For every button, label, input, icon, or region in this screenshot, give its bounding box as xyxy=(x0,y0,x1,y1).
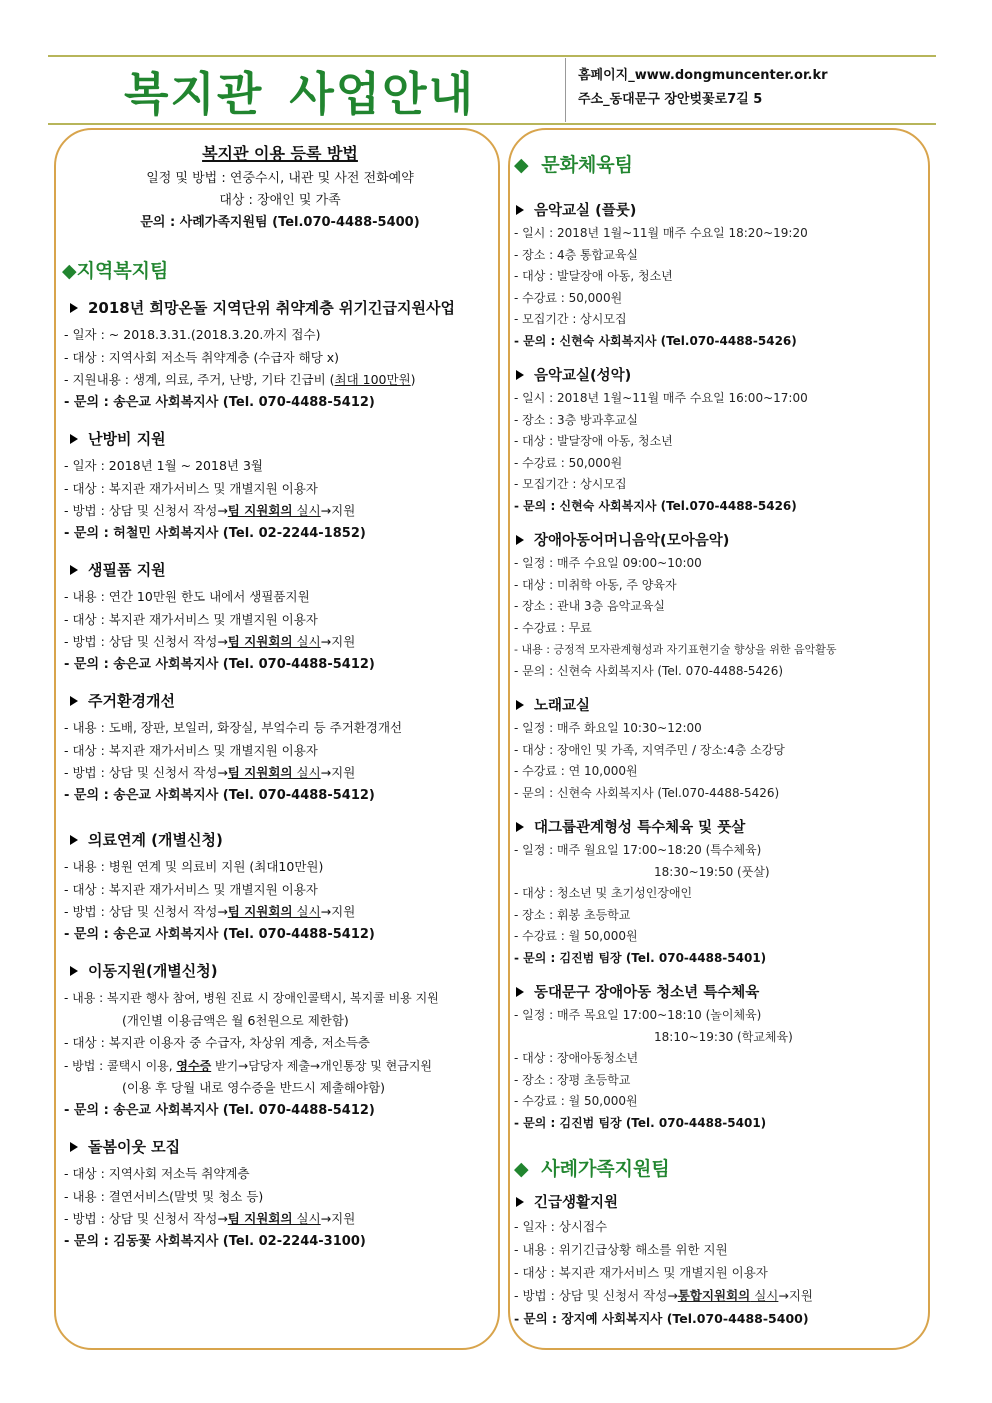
list-item: - 대상 : 복지관 재가서비스 및 개별지원 이용자 xyxy=(514,1265,768,1280)
section-heating-support xyxy=(62,428,498,545)
contact-item: - 문의 : 송은교 사회복지사 (Tel. 070-4488-5412) xyxy=(64,656,375,672)
right-column xyxy=(514,150,926,1342)
list-item: - 모집기간 : 상시모집 xyxy=(514,477,627,491)
contact-item: - 문의 : 신현숙 사회복지사 (Tel.070-4488-5426) xyxy=(514,333,797,348)
section-title: 장애아동어머니음악(모아음악) xyxy=(534,533,730,549)
section-singing-class xyxy=(514,694,926,804)
triangle-bullet-icon xyxy=(70,434,78,444)
list-item-continuation: 18:30~19:50 (풋살) xyxy=(654,864,770,879)
list-item: - 장소 : 휘봉 초등학교 xyxy=(514,907,631,922)
list-item: - 수강료 : 월 50,000원 xyxy=(514,929,638,943)
culture-team-heading: ◆ 문화체육팀 xyxy=(514,154,634,176)
triangle-bullet-icon xyxy=(516,205,524,215)
triangle-bullet-icon xyxy=(516,700,524,710)
list-item: - 대상 : 복지관 재가서비스 및 개별지원 이용자 xyxy=(64,881,318,897)
list-item: - 내용 : 결연서비스(말벗 및 청소 등) xyxy=(64,1188,264,1204)
contact-item: - 문의 : 송은교 사회복지사 (Tel. 070-4488-5412) xyxy=(64,787,375,803)
page-title: 복지관 사업안내 xyxy=(124,67,476,121)
list-item: - 수강료 : 월 50,000원 xyxy=(514,1094,638,1108)
triangle-bullet-icon xyxy=(516,987,524,997)
section-music-flute xyxy=(514,199,926,352)
community-team-heading: ◆지역복지팀 xyxy=(62,260,169,282)
section-medical-link xyxy=(62,829,498,946)
registration-target: 대상 : 장애인 및 가족 xyxy=(219,193,341,208)
list-item: - 내용 : 긍정적 모자관계형성과 자기표현기술 향상을 위한 음악활동 xyxy=(514,643,837,656)
header-divider xyxy=(565,58,566,122)
section-title: 이동지원(개별신청) xyxy=(88,962,218,980)
list-item-continuation: 18:10~19:30 (학교체육) xyxy=(654,1029,793,1044)
list-item: - 방법 : 상담 및 신청서 작성→팀 지원회의 실시→지원 xyxy=(64,634,356,649)
registration-contact: 문의 : 사례가족지원팀 (Tel.070-4488-5400) xyxy=(140,215,420,230)
section-title: 동대문구 장애아동 청소년 특수체육 xyxy=(534,985,760,1001)
triangle-bullet-icon xyxy=(70,835,78,845)
list-item: - 대상 : 미취학 아동, 주 양육자 xyxy=(514,577,677,592)
contact-item: - 문의 : 김동꽃 사회복지사 (Tel. 02-2244-3100) xyxy=(64,1233,366,1249)
diamond-bullet-icon: ◆ xyxy=(514,1158,529,1180)
section-title: 생필품 지원 xyxy=(88,561,166,579)
list-item: - 방법 : 상담 및 신청서 작성→팀 지원회의 실시→지원 xyxy=(64,904,356,919)
list-item: - 모집기간 : 상시모집 xyxy=(514,312,627,326)
list-item: - 대상 : 복지관 이용자 중 수급자, 차상위 계층, 저소득층 xyxy=(64,1035,371,1050)
list-item: - 일시 : 2018년 1월~11월 매주 수요일 18:20~19:20 xyxy=(514,226,808,240)
list-item: - 대상 : 복지관 재가서비스 및 개별지원 이용자 xyxy=(64,611,318,627)
triangle-bullet-icon xyxy=(70,966,78,976)
contact-item: - 문의 : 신현숙 사회복지사 (Tel. 070-4488-5426) xyxy=(514,663,784,678)
section-mobility-support xyxy=(62,960,498,1122)
section-housing-improvement xyxy=(62,690,498,807)
list-item: - 내용 : 위기긴급상황 해소를 위한 지원 xyxy=(514,1242,728,1257)
list-item: - 수강료 : 무료 xyxy=(514,620,592,635)
list-item: - 장소 : 장평 초등학교 xyxy=(514,1072,631,1087)
contact-item: - 문의 : 송은교 사회복지사 (Tel. 070-4488-5412) xyxy=(64,1102,375,1118)
contact-item: - 문의 : 신현숙 사회복지사 (Tel.070-4488-5426) xyxy=(514,785,780,800)
list-item: - 대상 : 지역사회 저소득 취약계층 xyxy=(64,1166,250,1181)
triangle-bullet-icon xyxy=(516,535,524,545)
section-youth-sports xyxy=(514,981,926,1134)
contact-item: - 문의 : 신현숙 사회복지사 (Tel.070-4488-5426) xyxy=(514,498,797,513)
list-item: - 일정 : 매주 목요일 17:00~18:10 (놀이체육) xyxy=(514,1008,762,1022)
section-title: 대그룹관계형성 특수체육 및 풋살 xyxy=(534,820,746,836)
address-text: 주소_동대문구 장안벚꽃로7길 5 xyxy=(578,92,763,107)
list-item: - 방법 : 상담 및 신청서 작성→통합지원회의 실시→지원 xyxy=(514,1288,813,1303)
list-item: - 수강료 : 연 10,000원 xyxy=(514,764,638,778)
triangle-bullet-icon xyxy=(516,822,524,832)
left-column xyxy=(62,143,498,1267)
registration-schedule: 일정 및 방법 : 연중수시, 내관 및 사전 전화예약 xyxy=(146,171,414,186)
list-item: - 방법 : 상담 및 신청서 작성→팀 지원회의 실시→지원 xyxy=(64,765,356,780)
contact-item: - 문의 : 송은교 사회복지사 (Tel. 070-4488-5412) xyxy=(64,394,375,410)
section-group-sports xyxy=(514,816,926,969)
list-item: - 내용 : 도배, 장판, 보일러, 화장실, 부엌수리 등 주거환경개선 xyxy=(64,720,403,735)
section-title: 의료연계 (개별신청) xyxy=(88,831,223,849)
section-music-vocal xyxy=(514,364,926,517)
contact-item: - 문의 : 허철민 사회복지사 (Tel. 02-2244-1852) xyxy=(64,525,366,541)
section-title: 음악교실(성악) xyxy=(534,368,632,384)
list-item: - 일정 : 매주 화요일 10:30~12:00 xyxy=(514,721,702,735)
contact-item: - 문의 : 김진범 팀장 (Tel. 070-4488-5401) xyxy=(514,950,767,965)
list-item: - 수강료 : 50,000원 xyxy=(514,290,623,305)
list-item: - 장소 : 관내 3층 음악교육실 xyxy=(514,599,666,613)
list-item: - 대상 : 지역사회 저소득 취약계층 (수급자 해당 x) xyxy=(64,349,340,365)
list-item: - 수강료 : 50,000원 xyxy=(514,455,623,470)
triangle-bullet-icon xyxy=(70,303,78,313)
list-item: - 일자 : 상시접수 xyxy=(514,1219,608,1234)
section-title: 돌봄이웃 모집 xyxy=(88,1138,181,1156)
triangle-bullet-icon xyxy=(70,696,78,706)
triangle-bullet-icon xyxy=(516,370,524,380)
section-mother-music xyxy=(514,529,926,682)
list-item-continuation: (개인별 이용금액은 월 6천원으로 제한함) xyxy=(122,1012,349,1028)
triangle-bullet-icon xyxy=(70,1142,78,1152)
section-title: 긴급생활지원 xyxy=(534,1195,619,1211)
list-item: - 일정 : 매주 수요일 09:00~10:00 xyxy=(514,556,702,570)
list-item: - 일정 : 매주 월요일 17:00~18:20 (특수체육) xyxy=(514,843,762,857)
contact-item: - 문의 : 김진범 팀장 (Tel. 070-4488-5401) xyxy=(514,1115,767,1130)
section-title: 2018년 희망온돌 지역단위 취약계층 위기긴급지원사업 xyxy=(88,299,455,317)
list-item: - 내용 : 복지관 행사 참여, 병원 진료 시 장애인콜택시, 복지콜 비용 지원 xyxy=(64,991,439,1005)
list-item: - 방법 : 상담 및 신청서 작성→팀 지원회의 실시→지원 xyxy=(64,503,356,518)
list-item: - 대상 : 복지관 재가서비스 및 개별지원 이용자 xyxy=(64,742,318,758)
section-emergency-living xyxy=(514,1191,926,1330)
list-item: - 대상 : 장애인 및 가족, 지역주민 / 장소:4층 소강당 xyxy=(514,742,785,757)
triangle-bullet-icon xyxy=(70,565,78,575)
case-team-heading: ◆ 사례가족지원팀 xyxy=(514,1158,670,1180)
section-emergency-support xyxy=(62,297,498,414)
list-item: - 내용 : 연간 10만원 한도 내에서 생필품지원 xyxy=(64,589,310,604)
list-item: - 대상 : 복지관 재가서비스 및 개별지원 이용자 xyxy=(64,480,318,496)
list-item: - 대상 : 장애아동청소년 xyxy=(514,1051,639,1065)
list-item: - 내용 : 병원 연계 및 의료비 지원 (최대10만원) xyxy=(64,859,324,874)
list-item: - 대상 : 발달장애 아동, 청소년 xyxy=(514,269,673,283)
header-bottom-rule xyxy=(48,123,936,125)
section-necessities-support xyxy=(62,559,498,676)
header-contact-info xyxy=(578,64,828,112)
section-title: 음악교실 (플룻) xyxy=(534,203,637,219)
contact-item: - 문의 : 장지예 사회복지사 (Tel.070-4488-5400) xyxy=(514,1311,809,1326)
list-item: - 대상 : 청소년 및 초기성인장애인 xyxy=(514,886,693,900)
section-title: 주거환경개선 xyxy=(88,692,175,710)
registration-section xyxy=(62,143,498,234)
list-item: - 장소 : 3층 방과후교실 xyxy=(514,412,639,427)
section-caring-neighbor xyxy=(62,1136,498,1253)
contact-item: - 문의 : 송은교 사회복지사 (Tel. 070-4488-5412) xyxy=(64,926,375,942)
section-title: 노래교실 xyxy=(534,698,591,714)
list-item: - 일자 : ~ 2018.3.31.(2018.3.20.까지 접수) xyxy=(64,327,321,342)
list-item-continuation: (이용 후 당월 내로 영수증을 반드시 제출해야함) xyxy=(122,1080,386,1095)
homepage-text: 홈페이지_www.dongmuncenter.or.kr xyxy=(578,68,828,83)
list-item: - 방법 : 상담 및 신청서 작성→팀 지원회의 실시→지원 xyxy=(64,1211,356,1226)
list-item: - 일자 : 2018년 1월 ~ 2018년 3월 xyxy=(64,458,263,473)
list-item: - 장소 : 4층 통합교육실 xyxy=(514,247,639,262)
section-title: 난방비 지원 xyxy=(88,430,166,448)
list-item: - 지원내용 : 생계, 의료, 주거, 난방, 기타 긴급비 (최대 100만원) xyxy=(64,372,416,387)
list-item: - 대상 : 발달장애 아동, 청소년 xyxy=(514,434,673,448)
diamond-bullet-icon: ◆ xyxy=(514,154,529,176)
list-item: - 방법 : 콜택시 이용, 영수증 받기→담당자 제출→개인통장 및 현금지원 xyxy=(64,1058,433,1073)
registration-title: 복지관 이용 등록 방법 xyxy=(202,144,358,163)
list-item: - 일시 : 2018년 1월~11월 매주 수요일 16:00~17:00 xyxy=(514,391,808,405)
header-top-rule xyxy=(48,55,936,57)
triangle-bullet-icon xyxy=(516,1197,524,1207)
